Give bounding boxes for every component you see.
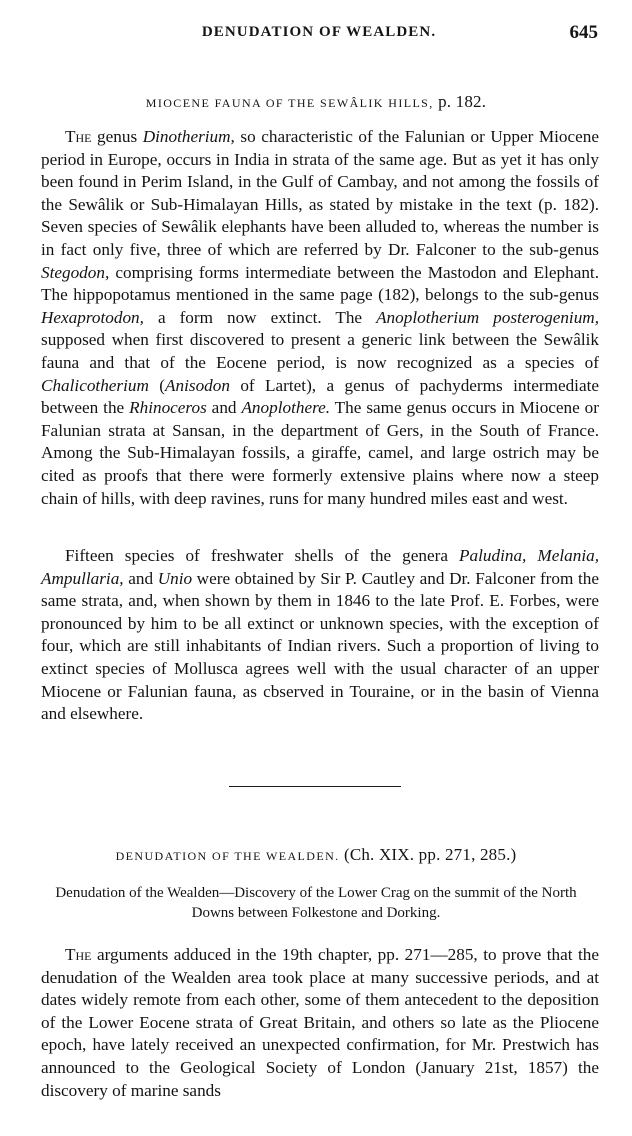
running-head-title: DENUDATION OF WEALDEN.	[201, 24, 437, 40]
italic-term: Anisodon	[165, 375, 230, 395]
italic-term: Rhinoceros	[129, 398, 207, 418]
section-heading-ref: (Ch. XIX. pp. 271, 285.)	[343, 845, 517, 864]
text-run: The same genus occurs in Miocene or Falunian strata at Sansan, in the department of Gers, in the South of France. Among the Sub-Himalayan fossils, a giraffe, camel, and large ostrich may be cited as proofs that there were formerly extensive plains where now a steep chain of hills, with deep ravines, runs for many hundred miles east and west.	[41, 398, 600, 508]
text-run: genus	[91, 127, 143, 146]
italic-term: Hexaprotodon,	[41, 307, 144, 327]
page-number: 645	[569, 22, 598, 43]
paragraph-freshwater-shells	[41, 545, 599, 726]
section-heading-miocene-fauna	[0, 92, 632, 112]
section-heading-ref: p. 182.	[438, 92, 487, 111]
section-heading-caps: MIOCENE FAUNA OF THE SEWÂLIK HILLS,	[145, 96, 434, 110]
section-heading-denudation	[0, 845, 632, 865]
paragraph-wealden-arguments	[41, 944, 599, 1102]
paragraph-dinotherium	[41, 126, 599, 510]
text-run: of Lartet), a genus of pachyderms intermediate between the	[41, 375, 599, 418]
italic-term: Anoplotherium posterogenium,	[376, 307, 599, 327]
text-run: supposed when first discovered to present a generic link between the Sewâlik fauna and that of the Eocene period, is now recognized as a species of	[41, 330, 599, 372]
running-head	[40, 24, 598, 50]
italic-term: Dinotherium,	[142, 127, 235, 146]
section-heading-caps: DENUDATION OF THE WEALDEN.	[115, 849, 340, 863]
italic-term: Stegodon,	[41, 262, 110, 282]
drop-word: The	[65, 127, 92, 146]
text-run: were obtained by Sir P. Cautley and Dr. Falconer from the same strata, and, when shown by them in 1846 to the late Prof. E. Forbes, were pronounced by him to be all extinct or unknown species, with the exception of four, which are still inhabitants of Indian rivers. Such a proportion of living to extinct species of Mollusca agrees well with the usual character of an upper Miocene or Falunian fauna, as cbserved in Touraine, or in the basin of Vienna and elsewhere.	[41, 568, 599, 724]
text-run: Fifteen species of freshwater shells of the genera	[65, 546, 460, 565]
text-run: arguments adduced in the 19th chapter, pp. 271—285, to prove that the denudation of the Wealden area took place at many successive periods, and at dates widely remote from each other, some of them antecedent to the deposition of the Lower Eocene strata of Great Britain, and others so late as the Pliocene epoch, have lately received an unexpected confirmation, for Mr. Prestwich has announced to the Geological Society of London (January 21st, 1857) the discovery of marine sands	[41, 945, 599, 1100]
italic-term: Chalicotherium	[41, 375, 149, 395]
text-run: so characteristic of the Falunian or Upper Miocene period in Europe, occurs in India in strata of the same age. But as yet it has only been found in Perim Island, in the Gulf of Cambay, and not among the fossils of the Sewâlik or Sub-Himalayan Hills, as stated by mistake in the text (p. 182). Seven species of Sewâlik elephants have been alluded to, whereas the number is in fact only five, three of which are referred by Dr. Falconer to the sub-genus	[41, 127, 599, 259]
drop-word: The	[65, 945, 92, 964]
text-run: and	[123, 568, 158, 588]
text-run: and	[206, 398, 242, 418]
italic-term: Anoplothere.	[241, 398, 331, 418]
text-run: comprising forms intermediate between the Mastodon and Elephant. The hippopotamus mentioned in the same page (182), belongs to the sub-genus	[41, 262, 599, 305]
italic-term: Unio	[157, 568, 193, 588]
text-run: a form now extinct. The	[143, 307, 377, 327]
section-subheading: Denudation of the Wealden—Discovery of the Lower Crag on the summit of the North Downs between Folkestone and Dorking.	[55, 885, 577, 921]
italic-term: Paludina, Melania, Ampullaria,	[41, 546, 599, 588]
section-divider	[229, 786, 401, 787]
text-run: (	[148, 375, 166, 395]
